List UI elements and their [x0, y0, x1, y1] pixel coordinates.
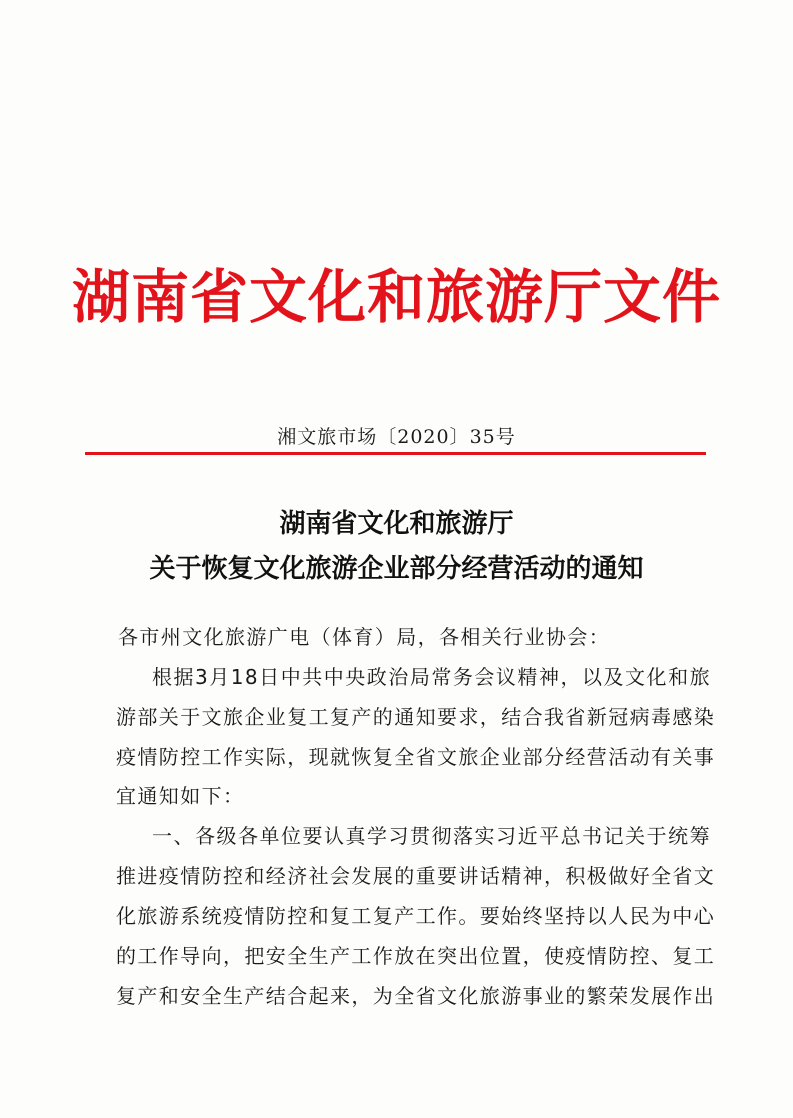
- paragraph-2-line: 推进疫情防控和经济社会发展的重要讲话精神，积极做好全省文: [116, 864, 716, 888]
- paragraph-2-line: 一、各级各单位要认真学习贯彻落实习近平总书记关于统筹: [152, 824, 711, 848]
- paragraph-2-line: 复产和安全生产结合起来，为全省文化旅游事业的繁荣发展作出: [116, 984, 716, 1008]
- paragraph-2-line: 的工作导向，把安全生产工作放在突出位置，使疫情防控、复工: [116, 944, 716, 968]
- document-number: 湘文旅市场〔2020〕35号: [277, 426, 516, 448]
- document-masthead: 湖南省文化和旅游厅文件: [71, 263, 721, 331]
- paragraph-1-line: 游部关于文旅企业复工复产的通知要求，结合我省新冠病毒感染: [116, 705, 716, 729]
- salutation: 各市州文化旅游广电（体育）局，各相关行业协会：: [118, 625, 611, 649]
- paragraph-1-line: 疫情防控工作实际，现就恢复全省文旅企业部分经营活动有关事: [116, 745, 716, 769]
- paragraph-1-line: 根据3月18日中共中央政治局常务会议精神，以及文化和旅: [152, 665, 711, 689]
- document-title-line-1: 湖南省文化和旅游厅: [279, 509, 514, 539]
- red-divider-line: [85, 452, 706, 455]
- document-title-line-2: 关于恢复文化旅游企业部分经营活动的通知: [149, 554, 644, 584]
- paragraph-1-line: 宜通知如下：: [116, 784, 245, 808]
- paragraph-2-line: 化旅游系统疫情防控和复工复产工作。要始终坚持以人民为中心: [116, 904, 716, 928]
